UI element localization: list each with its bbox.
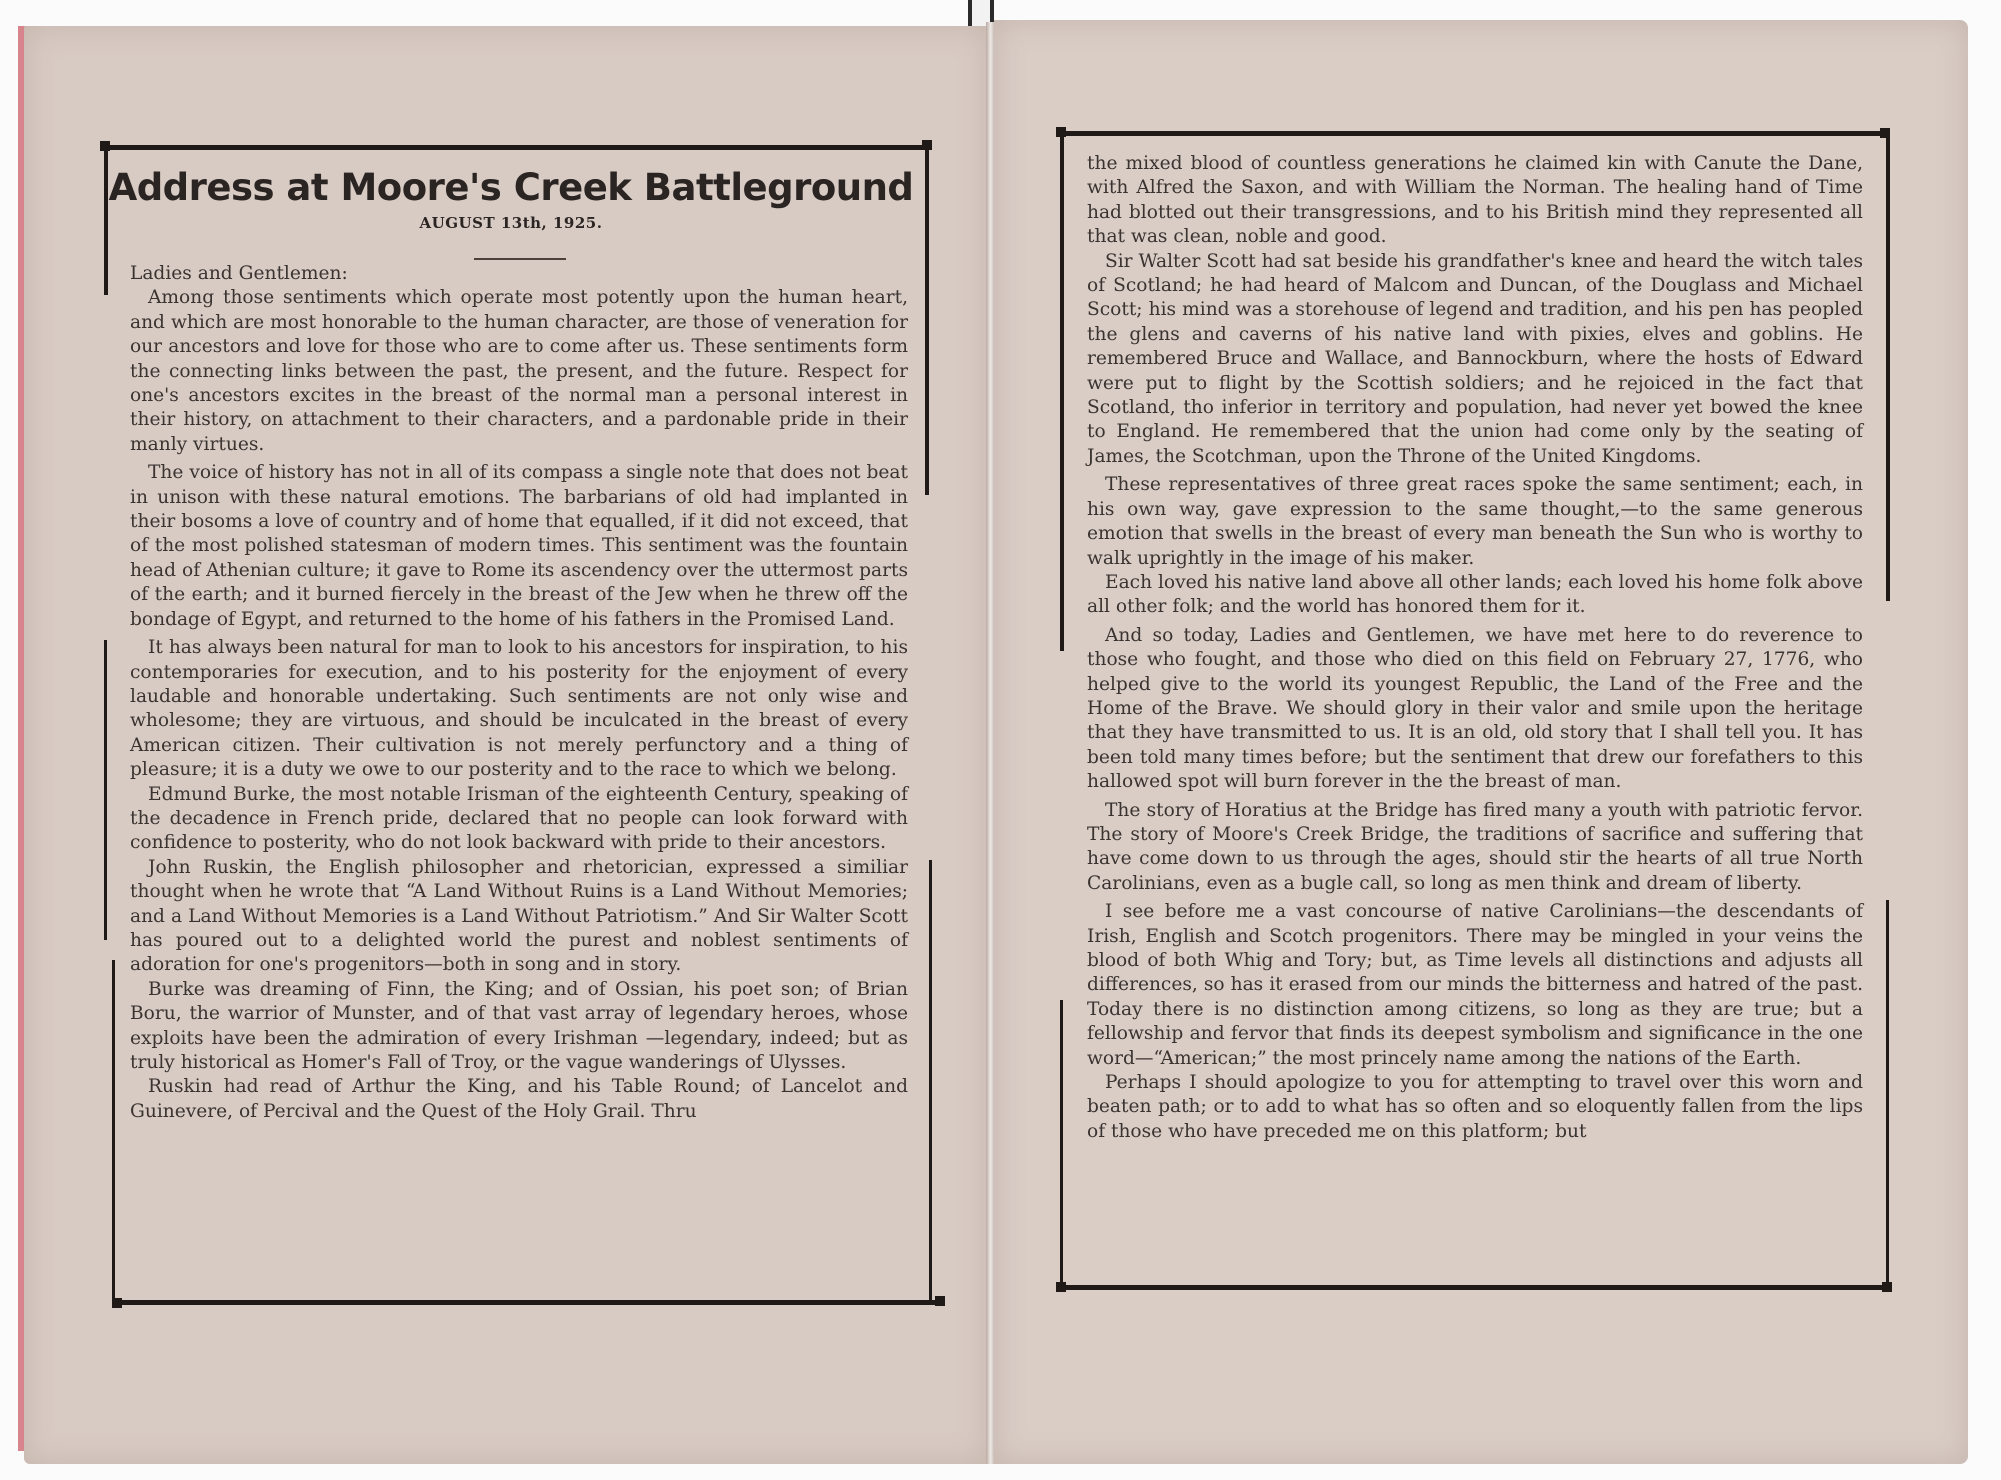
salutation: Ladies and Gentlemen: xyxy=(130,263,348,284)
paragraph: Sir Walter Scott had sat beside his grandfather's knee and heard the witch tales of Scotland; he had heard of Malcom and Duncan, of the Douglass and Michael Scott; his mind was a storehouse of legend and tradition, and his pen has peopled the glens and caverns of his native land with pixies, elves and goblins. He remembered Bruce and Wallace, and Bannockburn, where the hosts of Edward were put to flight by the Scottish soldiers; and he rejoiced in the fact that Scotland, tho inferior in territory and population, had never yet bowed the knee to England. He remembered that the union had come only by the seating of James, the Scotchman, upon the Throne of the United Kingdoms. xyxy=(1087,250,1863,467)
paragraph: the mixed blood of countless generations he claimed kin with Canute the Dane, with Alfred the Saxon, and with William the Norman. The healing hand of Time had blotted out their transgressions, and to his British mind they represented all that was clean, noble and good. xyxy=(1087,153,1863,248)
paragraph: It has always been natural for man to look to his ancestors for inspiration, to his contemporaries for execution, and to his posterity for the enjoyment of every laudable and honorable undertaking. Such sentiments are not only wise and wholesome; they are virtuous, and should be inculcated in the breast of every American citizen. Their cultivation is not merely perfunctory and a thing of pleasure; it is a duty we owe to our posterity and to the race to which we belong. xyxy=(130,637,908,781)
title-divider xyxy=(474,258,566,260)
paragraph: Burke was dreaming of Finn, the King; and of Ossian, his poet son; of Brian Boru, the warrior of Munster, and of that vast array of legendary heroes, whose exploits have been the admiration of every Irishman —legendary, indeed; but as truly historical as Homer's Fall of Troy, or the vague wanderings of Ulysses. xyxy=(130,978,908,1073)
paragraph: These representatives of three great races spoke the same sentiment; each, in his own way, gave expression to the same thought,—to the same generous emotion that swells in the breast of every man beneath the Sun who is worthy to walk uprightly in the image of his maker. xyxy=(1087,474,1863,569)
paragraph: Each loved his native land above all other lands; each loved his home folk above all other folk; and the world has honored them for it. xyxy=(1087,571,1863,618)
paragraph: Perhaps I should apologize to you for attempting to travel over this worn and beaten path; or to add to what has so often and so eloquently fallen from the lips of those who have preceded me on this platform; but xyxy=(1087,1072,1863,1142)
paragraph: And so today, Ladies and Gentlemen, we have met here to do reverence to those who fought, and those who died on this field on February 27, 1776, who helped give to the world its youngest Republic, the Land of the Free and the Home of the Brave. We should glory in their valor and smile upon the heritage that they have transmitted to us. It is an old, old story that I shall tell you. It has been told many times before; but the sentiment that drew our forefathers to this hallowed spot will burn forever in the the breast of man. xyxy=(1087,624,1863,793)
paragraph: I see before me a vast concourse of native Carolinians—the descendants of Irish, English and Scotch progenitors. There may be mingled in your veins the blood of both Whig and Tory; but, as Time levels all distinctions and adjusts all differences, so has it erased from our minds the bitterness and hatred of the past. Today there is no distinction among citizens, so long as they are true; but a fellowship and fervor that finds its deepest symbolism and significance in the one word—“American;” the most princely name among the nations of the Earth. xyxy=(1087,901,1863,1069)
date-subtitle: AUGUST 13th, 1925. xyxy=(419,214,603,232)
right-page-text xyxy=(1087,152,1863,1144)
paragraph: Among those sentiments which operate most potently upon the human heart, and which are most honorable to the human character, are those of veneration for our ancestors and love for those who are to come after us. These sentiments form the connecting links between the past, the present, and the future. Respect for one's ancestors excites in the breast of the normal man a personal interest in their history, on attachment to their characters, and a pardonable pride in their manly virtues. xyxy=(130,287,908,455)
left-page-text xyxy=(130,262,908,1124)
paragraph: Ruskin had read of Arthur the King, and his Table Round; of Lancelot and Guinevere, of Percival and the Quest of the Holy Grail. Thru xyxy=(130,1076,908,1122)
page-title: Address at Moore's Creek Battleground xyxy=(108,166,914,209)
paragraph: John Ruskin, the English philosopher and rhetorician, expressed a similiar thought when he wrote that “A Land Without Ruins is a Land Without Memories; and a Land Without Memories is a Land Without Patriotism.” And Sir Walter Scott has poured out to a delighted world the purest and noblest sentiments of adoration for one's progenitors—both in song and in story. xyxy=(130,856,908,976)
paragraph: The story of Horatius at the Bridge has fired many a youth with patriotic fervor. The story of Moore's Creek Bridge, the traditions of sacrifice and suffering that have come down to us through the ages, should stir the hearts of all true North Carolinians, even as a bugle call, so long as men think and dream of liberty. xyxy=(1087,799,1863,894)
paragraph: The voice of history has not in all of its compass a single note that does not beat in unison with these natural emotions. The barbarians of old had implanted in their bosoms a love of country and of home that equalled, if it did not exceed, that of the most polished statesman of modern times. This sentiment was the fountain head of Athenian culture; it gave to Rome its ascendency over the uttermost parts of the earth; and it burned fiercely in the breast of the Jew when he threw off the bondage of Egypt, and returned to the home of his fathers in the Promised Land. xyxy=(130,462,908,630)
paragraph: Edmund Burke, the most notable Irisman of the eighteenth Century, speaking of the decadence in French pride, declared that no people can look forward with confidence to posterity, who do not look backward with pride to their ancestors. xyxy=(130,783,908,854)
